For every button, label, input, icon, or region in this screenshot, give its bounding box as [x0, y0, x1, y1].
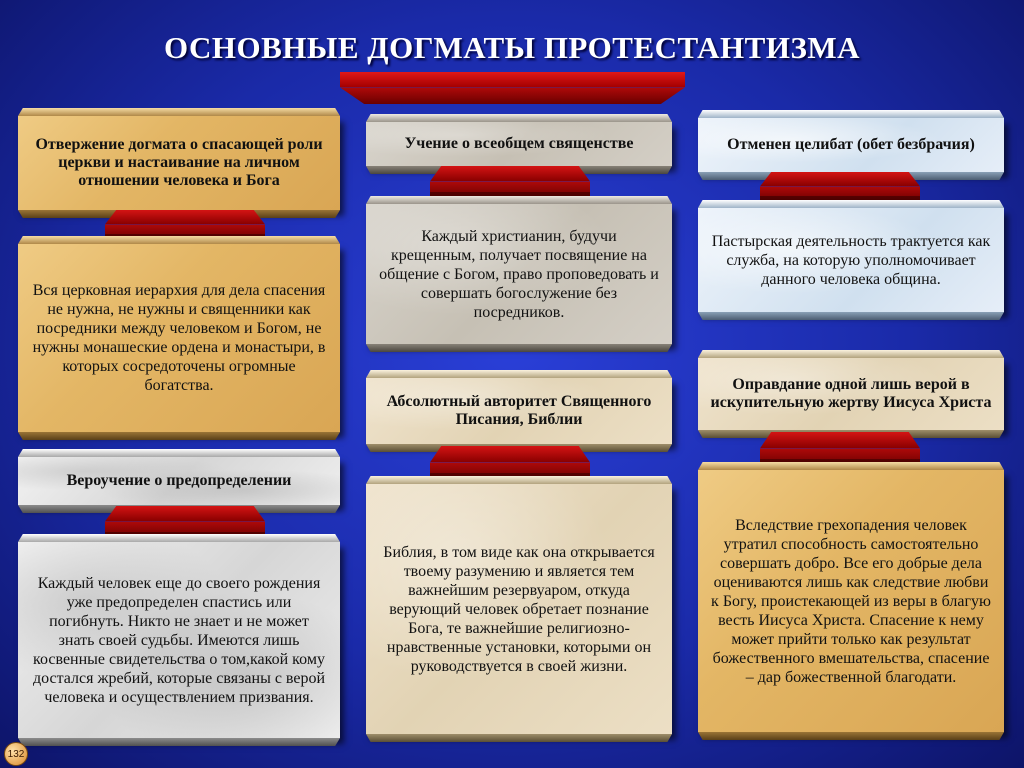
page-title: ОСНОВНЫЕ ДОГМАТЫ ПРОТЕСТАНТИЗМА: [164, 30, 860, 65]
heading-scripture: Абсолютный авторитет Священного Писания, Библии: [366, 378, 672, 444]
text-scripture: Библия, в том виде как она открывается твоему разумению и является тем важнейшим резервуаром, откуда верующий человек обретает познание Бога, те важнейшие религиозно-нравственные установки, которыми он руководствуется в своей жизни.: [366, 484, 672, 734]
text-justification: Вследствие грехопадения человек утратил способность самостоятельно совершать добро. Все его добрые дела оцениваются лишь как следствие любви к Богу, проистекающей из веры в благую весть Иисуса Христа. Спасение к нему может прийти только как результат божественного вмешательства, спасение – дар божественной благодати.: [698, 470, 1004, 732]
text-predestination: Каждый человек еще до своего рождения уже предопределен спастись или погибнуть. Никто не знает и не может знать своей судьбы. Имеются лишь косвенные свидетельства о том,какой кому достался жребий, которые связаны с верой человека и осуществлением призвания.: [18, 542, 340, 738]
heading-justification: Оправдание одной лишь верой в искупительную жертву Иисуса Христа: [698, 358, 1004, 430]
connector: [760, 172, 920, 202]
connector: [105, 506, 265, 538]
text-celibacy: Пастырская деятельность трактуется как служба, на которую уполномочивает данного человека община.: [698, 208, 1004, 312]
text-priesthood: Каждый христианин, будучи крещенным, получает посвящение на общение с Богом, право проповедовать и совершать богослужение без посредников.: [366, 204, 672, 344]
connector: [430, 166, 590, 198]
heading-priesthood: Учение о всеобщем священстве: [366, 122, 672, 166]
text-church-role: Вся церковная иерархия для дела спасения не нужна, не нужны и священники как посредники между человеком и Богом, не нужны монашеские ордена и монастыри, в которых сосредоточены огромные богатства.: [18, 244, 340, 432]
heading-predestination: Вероучение о предопределении: [18, 457, 340, 505]
connector: [430, 446, 590, 480]
connector: [105, 210, 265, 240]
connector: [760, 432, 920, 466]
page-number-badge: 132: [4, 742, 28, 766]
heading-church-role: Отвержение догмата о спасающей роли церкви и настаивание на личном отношении человека и Бога: [18, 116, 340, 210]
title-connector: [340, 72, 685, 104]
heading-celibacy: Отменен целибат (обет безбрачия): [698, 118, 1004, 172]
